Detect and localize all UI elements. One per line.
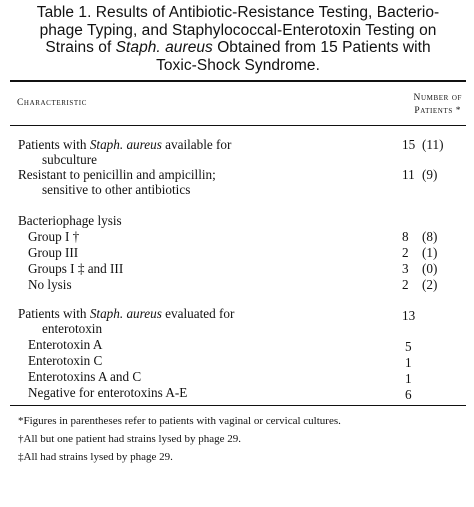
row-enterotoxin-continuation: enterotoxin: [42, 321, 103, 336]
row-no-lysis-paren: (2): [422, 277, 438, 292]
footnote-asterisk: *Figures in parentheses refer to patients with vaginal or cervical cultures.: [18, 415, 341, 427]
row-resistant-count: 11: [402, 167, 415, 182]
row-enterotoxin-a-count: 5: [405, 339, 412, 354]
header-characteristic: Characteristic: [17, 98, 87, 108]
row-available-continuation: subculture: [42, 152, 97, 167]
section-bacteriophage-lysis: Bacteriophage lysis: [18, 213, 122, 228]
row-groups-i-iii-count: 3: [402, 261, 409, 276]
header-number-line-2: Patients *: [414, 106, 462, 116]
row-available-pre: Patients with: [18, 137, 90, 152]
row-enterotoxin-evaluated-label: [18, 306, 234, 321]
row-no-lysis-count: 2: [402, 277, 409, 292]
row-resistant-label: Resistant to penicillin and ampicillin;: [18, 167, 216, 182]
row-groups-i-iii-label: Groups I ‡ and III: [28, 261, 124, 276]
row-resistant-continuation: sensitive to other antibiotics: [42, 182, 191, 197]
row-available-count: 15: [402, 137, 416, 152]
row-enterotoxin-pre: Patients with: [18, 306, 90, 321]
row-negative-label: Negative for enterotoxins A-E: [28, 385, 188, 400]
row-group-iii-label: Group III: [28, 245, 79, 260]
header-number-line-1: Number of: [413, 93, 462, 103]
row-available-post: available for: [161, 137, 232, 152]
row-available-label: [18, 137, 231, 152]
row-enterotoxin-c-count: 1: [405, 355, 412, 370]
row-group-i-paren: (8): [422, 229, 438, 244]
row-enterotoxin-c-label: Enterotoxin C: [28, 353, 103, 368]
row-available-italic: Staph. aureus: [89, 137, 162, 152]
caption-line-1: Table 1. Results of Antibiotic-Resistance Testing, Bacterio-: [36, 4, 440, 21]
bottom-rule: [10, 405, 466, 406]
caption-line-3-pre: Strains of: [45, 39, 116, 57]
row-group-i-count: 8: [402, 229, 409, 244]
caption-line-2: phage Typing, and Staphylococcal-Enterotoxin Testing on: [39, 21, 437, 39]
caption-line-3: [10, 39, 466, 57]
row-enterotoxins-a-c-count: 1: [405, 371, 412, 386]
header-number-of-patients: [414, 92, 462, 118]
row-enterotoxin-italic: Staph. aureus: [89, 306, 162, 321]
caption-line-3-italic: Staph. aureus: [115, 39, 213, 57]
row-group-iii-paren: (1): [422, 245, 438, 260]
row-resistant-paren: (9): [422, 167, 438, 182]
row-negative-count: 6: [405, 387, 412, 402]
row-groups-i-iii-paren: (0): [422, 261, 438, 276]
row-no-lysis-label: No lysis: [28, 277, 72, 292]
row-enterotoxin-post: evaluated for: [161, 306, 235, 321]
table-caption: [10, 4, 466, 74]
row-group-i-label: Group I †: [28, 229, 80, 244]
row-available-paren: (11): [422, 137, 444, 152]
row-group-iii-count: 2: [402, 245, 409, 260]
row-enterotoxin-a-label: Enterotoxin A: [28, 337, 103, 352]
top-rule: [10, 80, 466, 82]
caption-line-3-post: Obtained from 15 Patients with: [212, 39, 431, 57]
row-enterotoxins-a-c-label: Enterotoxins A and C: [28, 369, 142, 384]
header-rule: [10, 125, 466, 126]
caption-line-4: Toxic-Shock Syndrome.: [156, 56, 320, 74]
footnote-dagger: †All but one patient had strains lysed by phage 29.: [18, 433, 242, 445]
row-enterotoxin-evaluated-count: 13: [402, 308, 416, 323]
footnote-double-dagger: ‡All had strains lysed by phage 29.: [18, 451, 173, 463]
